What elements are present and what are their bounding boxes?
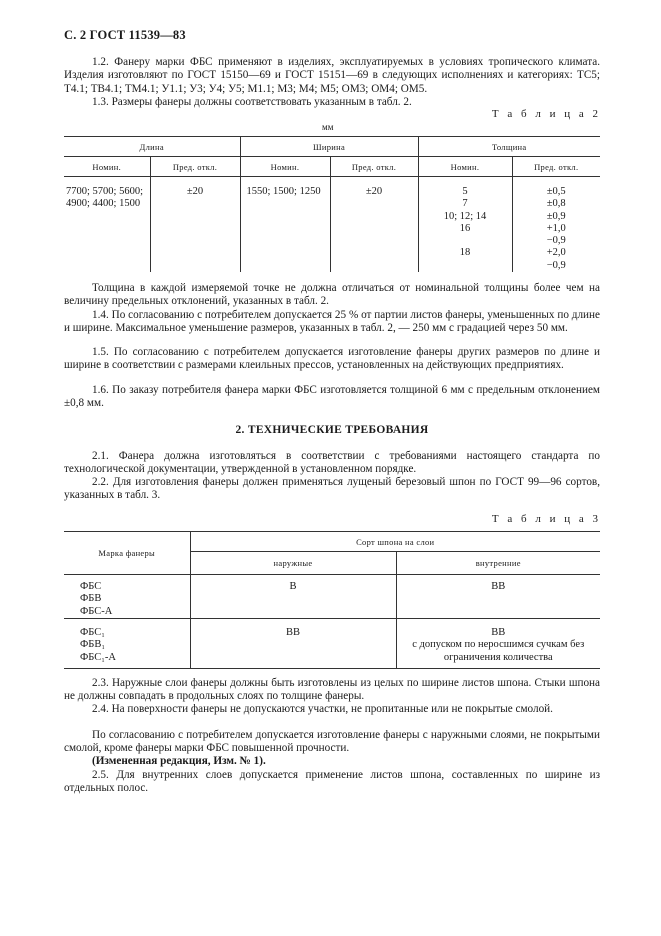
paragraph-1-2: 1.2. Фанеру марки ФБС применяют в изделиях, эксплуатируемых в условиях тропического климата. Изделия изготовляют по ГОСТ 15150—69 и ГОСТ 15151—69 в следующих исполнениях и категориях: ТС5; Т4.1; ТВ4.1; ТМ4.1; У1.1; У3; У4; У5; М1.1; М3; М4; М5; ОМ3; ОМ4; ОМ5.	[64, 56, 600, 95]
mark-fbv: ФБВ	[80, 593, 102, 605]
col-group-width: Ширина	[240, 137, 418, 157]
col-mark-header: Марка фанеры	[64, 532, 190, 575]
row2-marks	[64, 619, 190, 669]
length-nom-line-2: 4900; 4400; 1500	[66, 198, 141, 210]
mark-fbs1-a: ФБС₁-А	[80, 651, 116, 663]
page-header: С. 2 ГОСТ 11539—83	[64, 28, 186, 42]
table-2-unit: мм	[322, 122, 334, 132]
paragraph-2-4: 2.4. На поверхности фанеры не допускаются участки, не пропитанные или не покрытые смолой.	[92, 703, 553, 715]
row2-inner-note-1: с допуском по неросшимся сучкам без	[412, 639, 585, 651]
cell-width-nom: 1550; 1500; 1250	[240, 177, 330, 273]
cell-thickness-nom	[418, 177, 512, 273]
thickness-nom-row	[419, 260, 512, 272]
paragraph-2-4-consent: По согласованию с потребителем допускается изготовление фанеры с наружными слоями, не покрытыми смолой, кроме фанеры марки ФБС повышенной прочности.	[64, 729, 600, 755]
subheader-width-nom: Номин.	[240, 157, 330, 177]
paragraph-2-5: 2.5. Для внутренних слоев допускается применение листов шпона, составленных по ширине из отдельных полос.	[64, 769, 600, 795]
col-sort-header: Сорт шпона на слои	[356, 536, 435, 547]
paragraph-2-2: 2.2. Для изготовления фанеры должен применяться лущеный березовый шпон по ГОСТ 99—96 сортов, указанных в табл. 3.	[64, 476, 600, 502]
mark-fbv1: ФБВ₁	[80, 639, 105, 651]
row1-outer: В	[190, 575, 396, 619]
col-outer-header: наружные	[190, 552, 396, 575]
thickness-dev-row: +1,0	[546, 222, 566, 234]
mark-fbs: ФБС	[80, 581, 102, 592]
thickness-dev-row: ±0,9	[546, 210, 566, 222]
paragraph-1-6: 1.6. По заказу потребителя фанера марки ФБС изготовляется толщиной 6 мм с предельным отклонением ±0,8 мм.	[64, 384, 600, 410]
subheader-thickness-nom: Номин.	[418, 157, 512, 177]
row1-inner: ВВ	[491, 581, 506, 592]
thickness-dev-row: −0,9	[546, 235, 566, 247]
paragraph-2-1: 2.1. Фанера должна изготовляться в соответствии с требованиями настоящего стандарта по технологической документации, утвержденной в установленном порядке.	[64, 450, 600, 476]
paragraph-1-5: 1.5. По согласованию с потребителем допускается изготовление фанеры других размеров по длине и ширине в соответствии с размерами клеильных прессов, установленных на действующих предприятиях.	[64, 346, 600, 372]
length-nom-line-1: 7700; 5700; 5600;	[66, 186, 144, 197]
thickness-dev-row: +2,0	[546, 247, 566, 259]
paragraph-1-4: 1.4. По согласованию с потребителем допускается 25 % от партии листов фанеры, уменьшенных по длине и ширине. Максимальное уменьшение размеров, указанных в табл. 2, — 250 мм с градацией через 50 мм.	[64, 309, 600, 335]
table-2	[64, 136, 600, 272]
cell-length-dev: ±20	[150, 177, 240, 273]
thickness-nom-row: 10; 12; 14	[443, 210, 487, 222]
subheader-length-dev: Пред. откл.	[150, 157, 240, 177]
col-group-length: Длина	[64, 137, 240, 157]
paragraph-1-3: 1.3. Размеры фанеры должны соответствовать указанным в табл. 2.	[92, 96, 412, 108]
mark-fbs-a: ФБС-А	[80, 605, 113, 617]
thickness-nom-row: 18	[459, 247, 471, 259]
edition-note: (Измененная редакция, Изм. № 1).	[92, 755, 266, 767]
cell-length-nom	[64, 177, 150, 273]
cell-thickness-dev	[512, 177, 600, 273]
row2-inner	[396, 619, 600, 669]
section-2-title: 2. ТЕХНИЧЕСКИЕ ТРЕБОВАНИЯ	[235, 424, 429, 436]
row2-inner-sort: ВВ	[491, 627, 506, 638]
table-2-caption: Т а б л и ц а 2	[491, 108, 601, 120]
row2-inner-note-2: ограничения количества	[443, 651, 553, 663]
paragraph-thickness-note: Толщина в каждой измеряемой точке не должна отличаться от номинальной толщины более чем на величину предельных отклонений, указанных в табл. 2.	[64, 282, 600, 308]
thickness-nom-row: 5	[462, 186, 468, 197]
subheader-length-nom: Номин.	[64, 157, 150, 177]
row2-outer: ВВ	[190, 619, 396, 669]
thickness-dev-row: ±0,5	[546, 186, 566, 197]
paragraph-2-3: 2.3. Наружные слои фанеры должны быть изготовлены из целых по ширине листов шпона. Стыки шпона не должны совпадать в продольных слоях по толщине фанеры.	[64, 677, 600, 703]
mark-fbs1: ФБС₁	[80, 627, 105, 638]
thickness-nom-row	[419, 235, 512, 247]
subheader-thickness-dev: Пред. откл.	[534, 161, 579, 172]
col-inner-header: внутренние	[475, 558, 521, 568]
cell-width-dev: ±20	[330, 177, 418, 273]
thickness-nom-row: 7	[462, 198, 468, 210]
thickness-dev-row: ±0,8	[546, 198, 566, 210]
col-group-thickness: Толщина	[492, 141, 527, 152]
thickness-nom-row: 16	[459, 222, 471, 234]
table-3-caption: Т а б л и ц а 3	[491, 513, 601, 525]
thickness-dev-row: −0,9	[546, 259, 566, 271]
row1-marks	[64, 575, 190, 619]
table-3	[64, 531, 600, 669]
subheader-width-dev: Пред. откл.	[330, 157, 418, 177]
